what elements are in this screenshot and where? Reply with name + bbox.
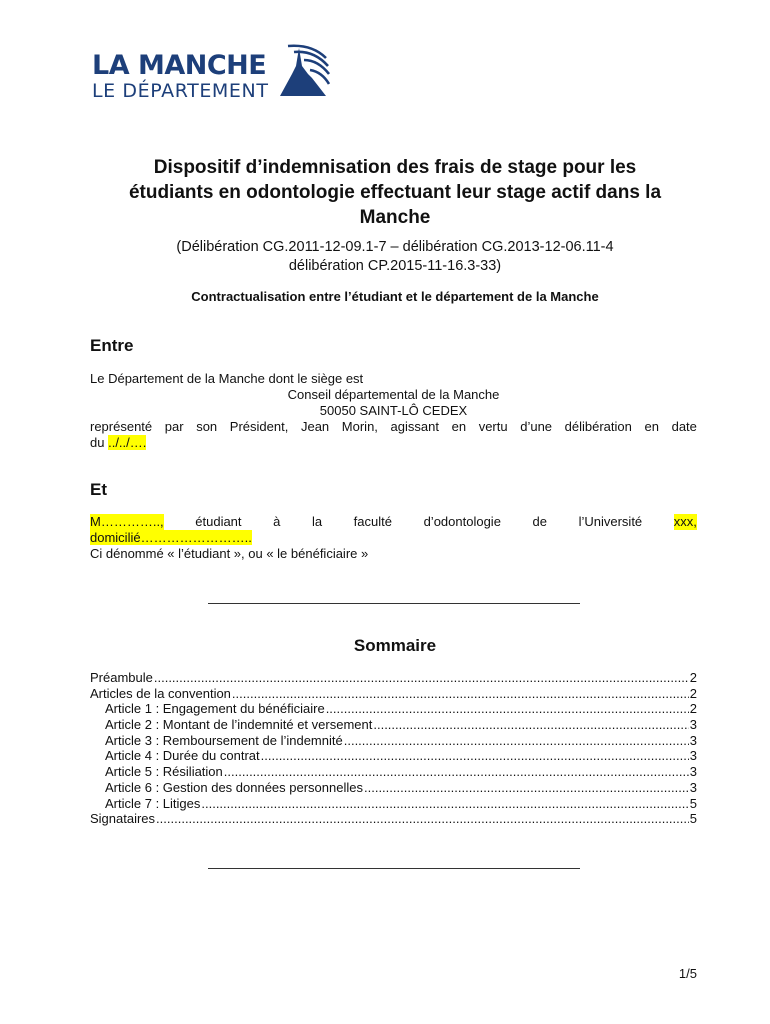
document-subtitle: Contractualisation entre l’étudiant et le département de la Manche: [191, 289, 599, 304]
toc-entry[interactable]: [90, 670, 697, 686]
logo-text-la-manche: LA MANCHE: [92, 50, 267, 81]
toc-entry-label: Article 7 : Litiges: [105, 795, 201, 811]
word: faculté: [353, 514, 392, 529]
toc-entry-label: Article 6 : Gestion des données personnelles: [105, 779, 363, 795]
toc-leader-dots: [261, 748, 689, 764]
toc-entry[interactable]: [90, 811, 697, 827]
domicile-prefix: domicilié: [90, 530, 141, 545]
toc-entry-page: 3: [689, 764, 697, 780]
table-of-contents: [90, 670, 697, 827]
word: d’odontologie: [423, 514, 501, 529]
toc-entry[interactable]: [90, 717, 697, 733]
toc-entry-page: 3: [689, 717, 697, 733]
toc-entry[interactable]: [90, 733, 697, 749]
department-line-1: Le Département de la Manche dont le siège est: [90, 371, 364, 386]
toc-entry[interactable]: [90, 796, 697, 812]
word: Jean: [300, 419, 330, 434]
heading-et: Et: [90, 480, 107, 499]
toc-entry-page: 5: [689, 811, 697, 827]
toc-leader-dots: [201, 796, 688, 812]
address-placeholder: ……………………..: [140, 530, 252, 545]
separator-line-bottom: [208, 868, 580, 869]
toc-entry-label: Article 3 : Remboursement de l’indemnité: [105, 732, 343, 748]
department-line-4: [90, 419, 697, 435]
word: l’Université: [578, 514, 643, 529]
toc-entry-label: Article 2 : Montant de l’indemnité et versement: [105, 717, 373, 733]
toc-entry-page: 3: [689, 779, 697, 795]
toc-entry[interactable]: [90, 701, 697, 717]
word: par: [164, 419, 184, 434]
toc-leader-dots: [373, 717, 688, 733]
word: Morin,: [341, 419, 378, 434]
student-line-1: [90, 514, 697, 530]
department-line-5: [90, 435, 697, 451]
logo-text-le-departement: LE DÉPARTEMENT: [92, 80, 269, 102]
word: date: [671, 419, 697, 434]
university-placeholder: xxx,: [673, 514, 697, 529]
title-line-1: Dispositif d’indemnisation des frais de stage pour les: [153, 157, 637, 178]
word: vertu: [478, 419, 508, 434]
word: d’une: [520, 419, 553, 434]
toc-entry-page: 5: [689, 795, 697, 811]
heading-entre: Entre: [90, 336, 134, 355]
word: à: [273, 514, 281, 529]
toc-entry-label: Signataires: [90, 811, 156, 827]
toc-entry-page: 3: [689, 748, 697, 764]
word: agissant: [390, 419, 439, 434]
word: représenté: [90, 419, 153, 434]
word: en: [451, 419, 467, 434]
deliberation-line-1: (Délibération CG.2011-12-09.1-7 – délibération CG.2013-12-06.11-4: [176, 239, 614, 255]
toc-leader-dots: [156, 811, 689, 827]
word: étudiant: [195, 514, 242, 529]
toc-entry-label: Article 5 : Résiliation: [105, 764, 223, 780]
toc-leader-dots: [224, 764, 689, 780]
date-prefix: du: [90, 435, 105, 450]
department-line-3: 50050 SAINT-LÔ CEDEX: [319, 403, 468, 418]
toc-leader-dots: [344, 733, 689, 749]
deliberation-references: [90, 238, 700, 276]
party-department: [90, 371, 697, 451]
toc-entry[interactable]: [90, 764, 697, 780]
title-line-2: étudiants en odontologie effectuant leur stage actif dans la: [128, 182, 662, 203]
toc-entry-page: 2: [689, 701, 697, 717]
student-line-3: Ci dénommé « l’étudiant », ou « le bénéficiaire »: [90, 546, 369, 561]
department-line-2: Conseil départemental de la Manche: [287, 387, 500, 402]
toc-entry[interactable]: [90, 748, 697, 764]
word: délibération: [564, 419, 632, 434]
toc-leader-dots: [326, 701, 689, 717]
toc-entry[interactable]: [90, 686, 697, 702]
department-logo: [90, 40, 340, 102]
student-name-placeholder: M…………..,: [90, 514, 164, 529]
page-number: 1/5: [678, 966, 697, 981]
toc-leader-dots: [232, 686, 689, 702]
toc-leader-dots: [154, 670, 689, 686]
separator-line-top: [208, 603, 580, 604]
toc-entry-page: 3: [689, 732, 697, 748]
mont-saint-michel-icon: [274, 40, 330, 100]
toc-entry-page: 2: [689, 685, 697, 701]
document-title: [90, 155, 700, 230]
toc-entry-label: Article 4 : Durée du contrat: [105, 748, 260, 764]
word: en: [644, 419, 659, 434]
word: la: [311, 514, 323, 529]
student-line-2: [90, 530, 697, 546]
toc-entry[interactable]: [90, 780, 697, 796]
word: Président,: [229, 419, 289, 434]
title-line-3: Manche: [359, 207, 431, 228]
heading-sommaire: Sommaire: [353, 636, 437, 655]
deliberation-date-placeholder: ../../….: [108, 435, 147, 450]
toc-leader-dots: [364, 780, 689, 796]
party-student: [90, 514, 697, 562]
toc-entry-label: Article 1 : Engagement du bénéficiaire: [105, 701, 325, 717]
word: son: [196, 419, 218, 434]
deliberation-line-2: délibération CP.2015-11-16.3-33): [288, 258, 502, 274]
word: de: [532, 514, 547, 529]
toc-entry-page: 2: [689, 670, 697, 685]
toc-entry-label: Articles de la convention: [90, 685, 231, 701]
toc-entry-label: Préambule: [90, 670, 153, 685]
